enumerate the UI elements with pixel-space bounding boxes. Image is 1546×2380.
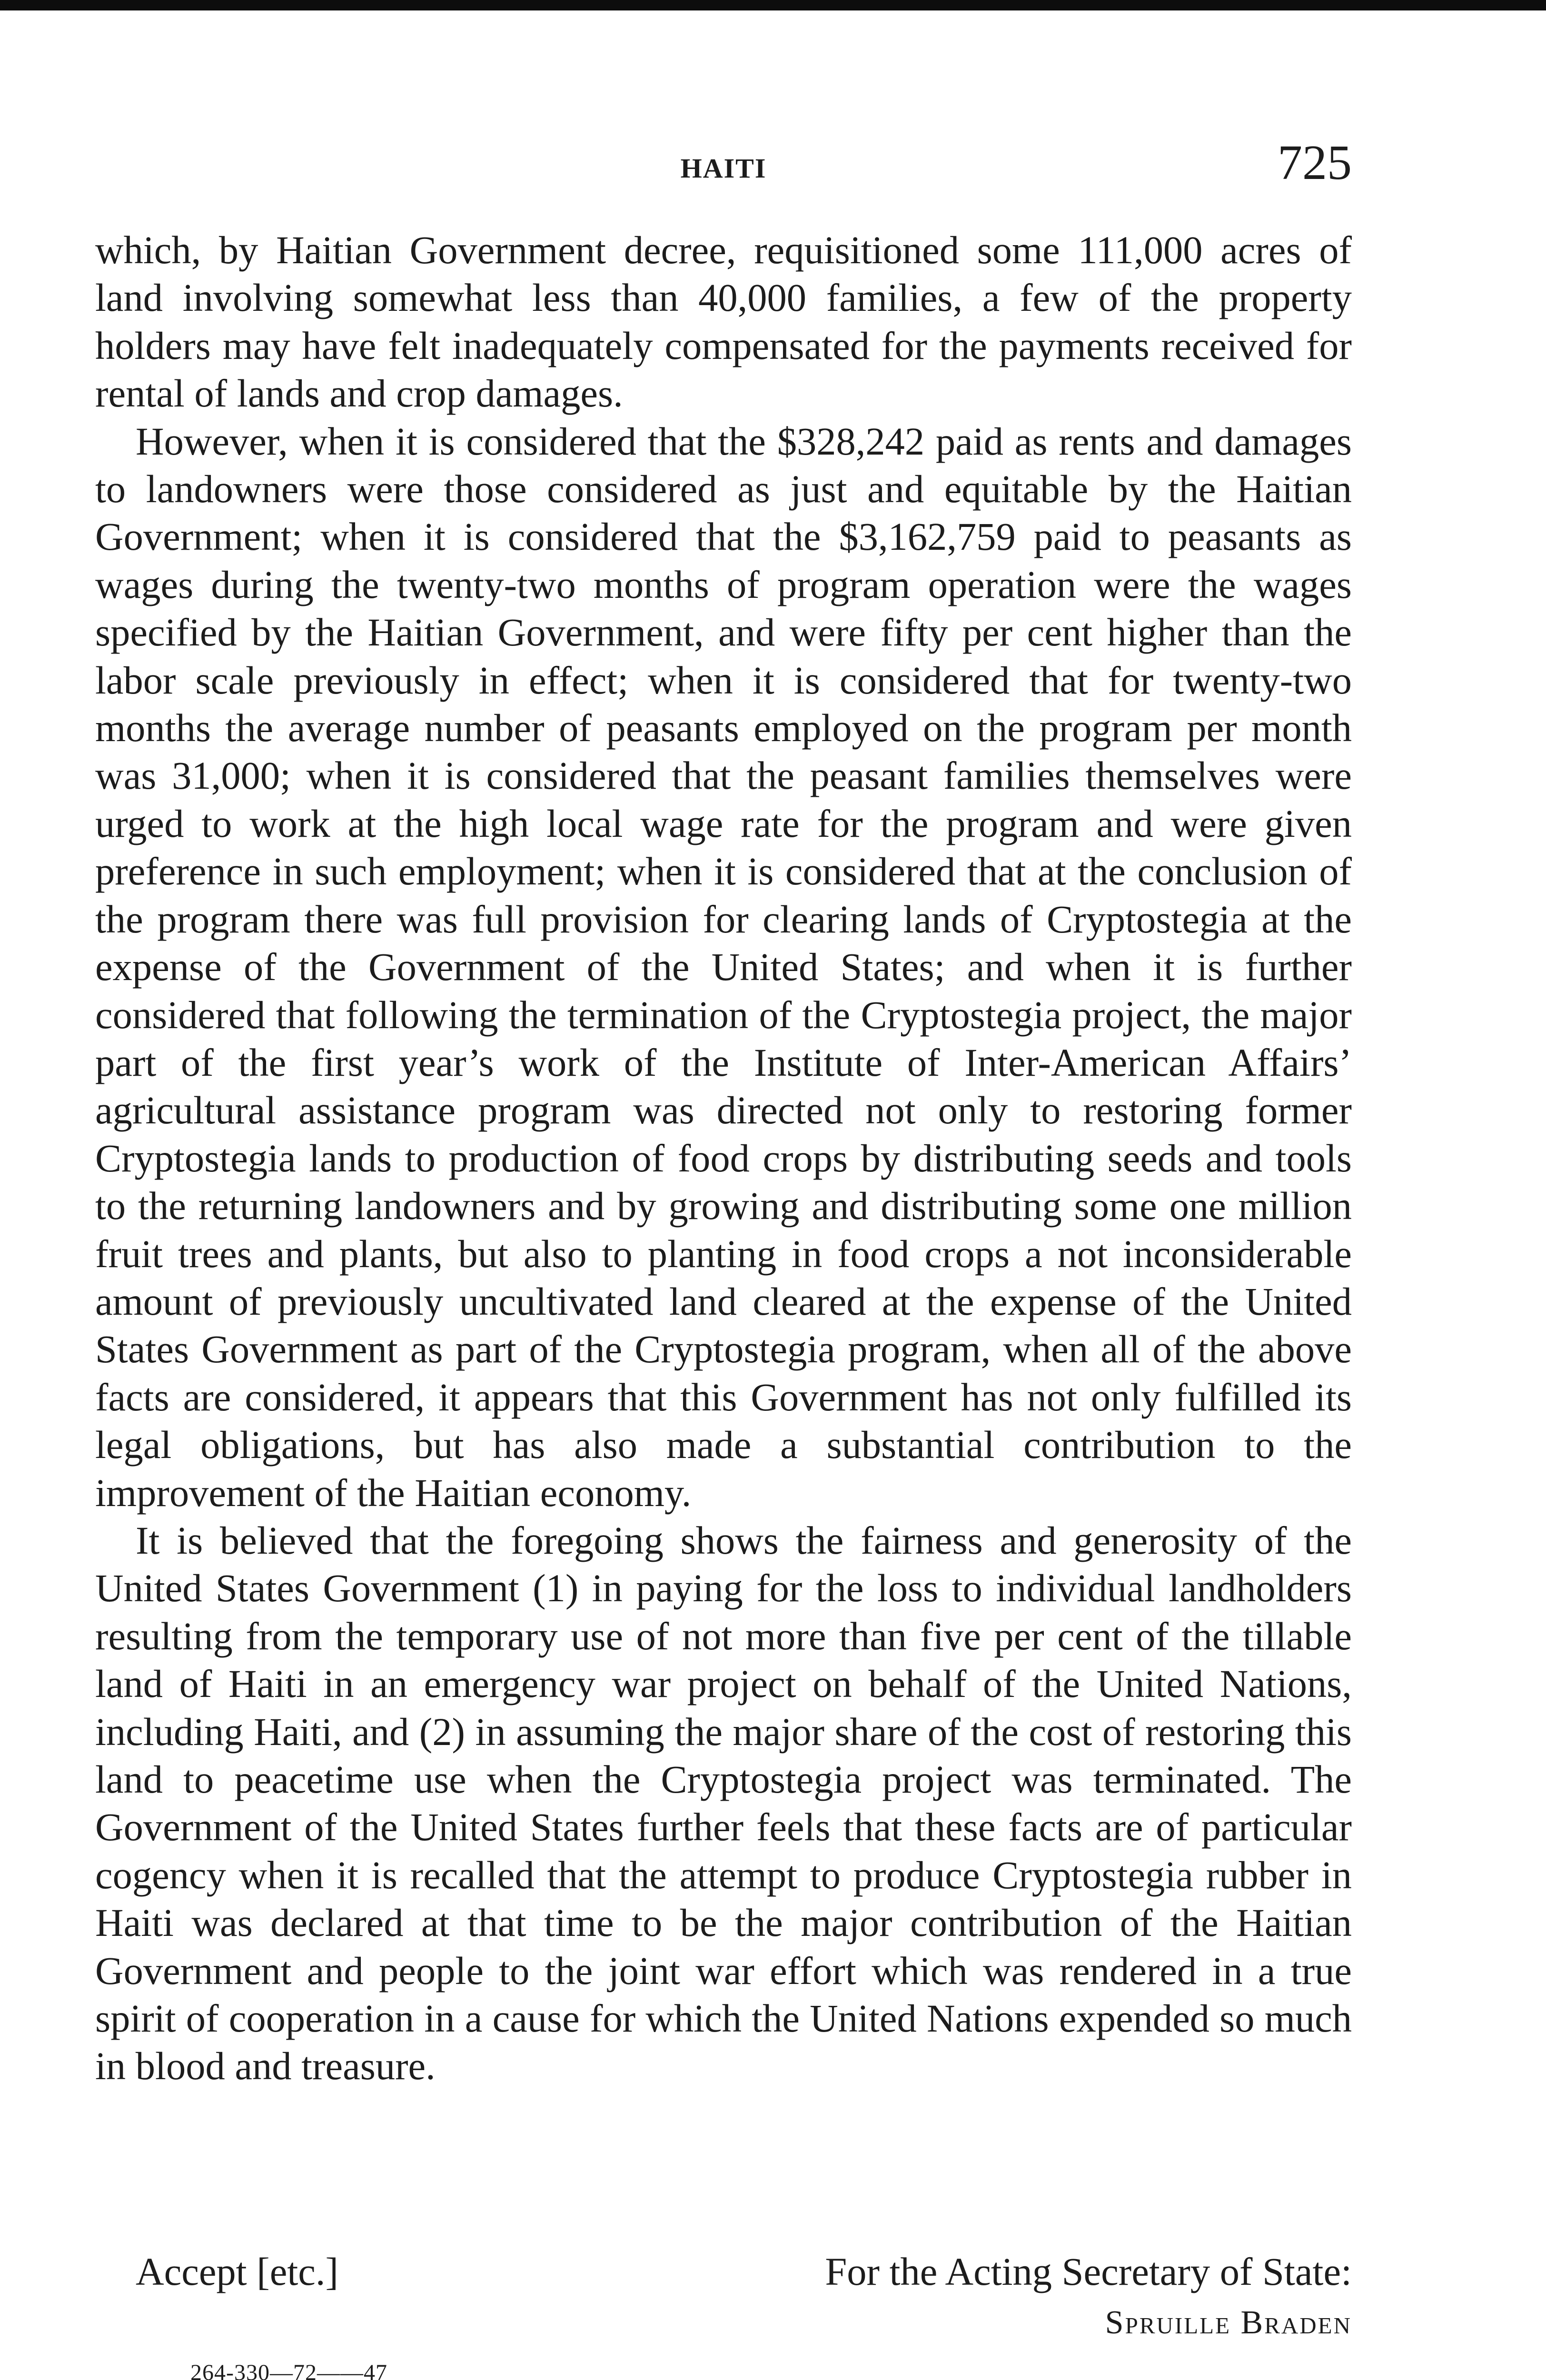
- signature-name: Spruille Braden: [1105, 2304, 1352, 2341]
- paragraph-continued: which, by Haitian Government decree, requisitioned some 111,000 acres of land involving somewhat less than 40,000 families, a few of the property holders may have felt inadequately compensated for the payments received for rental of lands and crop damages.: [95, 228, 1352, 416]
- signatory-line: For the Acting Secretary of State:: [825, 2250, 1352, 2293]
- complimentary-close: Accept [etc.]: [136, 2250, 338, 2293]
- running-head: [95, 135, 1352, 195]
- closing-row: [95, 2248, 1352, 2295]
- page-number: 725: [1278, 135, 1352, 190]
- print-code: 264-330—72——47: [190, 2360, 387, 2380]
- paragraph: However, when it is considered that the $328,242 paid as rents and damages to landowners were those considered as just and equitable by the Haitian Government; when it is considered that the $3,162,759 paid to peasants as wages during the twenty-two months of program operation were the wages specified by the Haitian Government, and were fifty per cent higher than the labor scale previously in effect; when it is considered that for twenty-two months the average number of peasants employed on the program per month was 31,000; when it is considered that the peasant families themselves were urged to work at the high local wage rate for the program and were given preference in such employment; when it is considered that at the conclusion of the program there was full provision for clearing lands of Cryptostegia at the expense of the Government of the United States; and when it is further considered that following the termination of the Cryptostegia project, the major part of the first year’s work of the Institute of Inter-American Affairs’ agricultural assistance program was directed not only to restoring former Cryptostegia lands to production of food crops by distributing seeds and tools to the returning landowners and by growing and distributing some one million fruit trees and plants, but also to planting in food crops a not inconsiderable amount of previously uncultivated land cleared at the expense of the United States Government as part of the Cryptostegia program, when all of the above facts are considered, it appears that this Government has not only fulfilled its legal obligations, but has also made a substantial contribution to the improvement of the Haitian economy.: [95, 419, 1352, 1515]
- paragraph: It is believed that the foregoing shows the fairness and generosity of the United States Government (1) in paying for the loss to individual landholders resulting from the temporary use of not more than five per cent of the tillable land of Haiti in an emergency war project on behalf of the United Nations, including Haiti, and (2) in assuming the major share of the cost of restoring this land to peacetime use when the Cryptostegia project was terminated. The Government of the United States further feels that these facts are of particular cogency when it is recalled that the attempt to produce Cryptostegia rubber in Haiti was declared at that time to be the major contribution of the Haitian Government and people to the joint war effort which was rendered in a true spirit of cooperation in a cause for which the United Nations expended so much in blood and treasure.: [95, 1518, 1352, 2088]
- page-top-border: [0, 0, 1546, 10]
- page-title: HAITI: [680, 153, 767, 184]
- body-text: [95, 226, 1352, 2090]
